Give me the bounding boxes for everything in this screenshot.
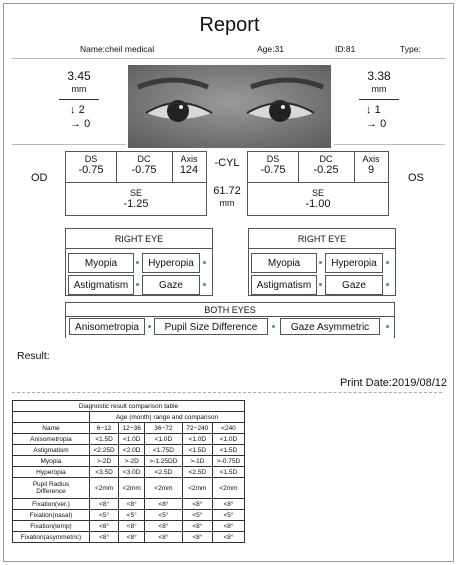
column-header: <240 — [212, 423, 244, 434]
print-date: Print Date:2019/08/12 — [339, 377, 447, 389]
os-myopia: Myopia — [251, 253, 317, 273]
table-row — [13, 510, 245, 521]
table-cell: <1.75D — [145, 445, 183, 456]
table-cell: <2mm — [119, 478, 145, 499]
table-subtitle: Age (month) range and comparison — [89, 412, 244, 423]
table-cell: >-1.25DD — [145, 456, 183, 467]
table-cell: <1.0D — [182, 434, 212, 445]
table-row — [13, 532, 245, 543]
status-dot-icon — [203, 283, 206, 286]
table-cell: >-1D — [182, 456, 212, 467]
os-hyperopia: Hyperopia — [325, 253, 383, 273]
table-cell: <3.0D — [119, 467, 145, 478]
table-cell: >-2D — [89, 456, 118, 467]
table-cell: <1.0D — [119, 434, 145, 445]
table-cell: <2mm — [182, 478, 212, 499]
column-header: 6−12 — [89, 423, 118, 434]
table-cell: <2.0D — [119, 445, 145, 456]
arrow-right-icon: → — [366, 118, 377, 130]
diagnostic-table — [12, 400, 245, 543]
table-cell: <2.25D — [89, 445, 118, 456]
os-offset-horizontal: → 0 — [366, 118, 387, 130]
table-cell: <8° — [212, 532, 244, 543]
os-label: OS — [408, 172, 424, 184]
both-eyes-panel — [65, 302, 395, 338]
left-rule — [12, 144, 126, 145]
table-cell: <5° — [119, 510, 145, 521]
right-rule — [334, 144, 445, 145]
table-cell: <5° — [145, 510, 183, 521]
report-title: Report — [199, 14, 260, 36]
table-cell: <2.5D — [182, 467, 212, 478]
status-dot-icon — [386, 283, 389, 286]
table-cell: <1.0D — [145, 434, 183, 445]
table-cell: <8° — [119, 521, 145, 532]
table-cell: <8° — [119, 532, 145, 543]
table-cell: <1.5D — [212, 445, 244, 456]
table-cell: <8° — [212, 521, 244, 532]
table-row — [13, 521, 245, 532]
od-myopia: Myopia — [68, 253, 134, 273]
eye-photo-graphic — [128, 65, 331, 148]
od-offset-horizontal: → 0 — [70, 118, 91, 130]
os-refraction-box — [247, 151, 389, 216]
table-row — [13, 434, 245, 445]
od-gaze: Gaze — [142, 275, 200, 295]
table-cell: <1.5D — [89, 434, 118, 445]
table-title: Diagnostic result comparison table — [13, 401, 245, 412]
table-cell: Fixation(temp) — [13, 521, 90, 532]
table-cell: <8° — [119, 499, 145, 510]
os-se: SE -1.00 — [305, 188, 331, 210]
od-offset-vertical: ↓ 2 — [70, 104, 85, 116]
both-panel-title: BOTH EYES — [66, 303, 394, 317]
table-cell: <8° — [212, 499, 244, 510]
result-label: Result: — [17, 350, 50, 362]
od-dc: DC -0.75 — [131, 154, 157, 176]
status-dot-icon — [136, 261, 139, 264]
table-cell: Pupil Radius Difference — [13, 478, 90, 499]
table-cell: <1.0D — [212, 434, 244, 445]
table-cell: Hyperopia — [13, 467, 90, 478]
table-row — [13, 478, 245, 499]
os-divider — [359, 99, 399, 100]
table-row — [13, 456, 245, 467]
table-cell: <8° — [182, 521, 212, 532]
table-cell: Fixation(asymmetric) — [13, 532, 90, 543]
table-cell: <5° — [212, 510, 244, 521]
table-cell: <8° — [145, 521, 183, 532]
arrow-down-icon: ↓ — [70, 104, 76, 116]
table-row — [13, 445, 245, 456]
table-cell: <2mm — [145, 478, 183, 499]
table-cell: Fixation(ver.) — [13, 499, 90, 510]
status-dot-icon — [386, 261, 389, 264]
table-cell: >-2D — [119, 456, 145, 467]
dashed-divider — [12, 392, 442, 393]
status-dot-icon — [203, 261, 206, 264]
status-dot-icon — [319, 283, 322, 286]
status-dot-icon — [319, 261, 322, 264]
table-cell: <8° — [89, 499, 118, 510]
table-cell: <8° — [89, 521, 118, 532]
arrow-down-icon: ↓ — [366, 104, 372, 116]
column-header: 12−36 — [119, 423, 145, 434]
table-header-row — [13, 423, 245, 434]
pupil-size-difference: Pupil Size Difference — [154, 318, 268, 335]
od-ds: DS -0.75 — [78, 154, 104, 176]
table-cell: <2mm — [89, 478, 118, 499]
table-cell: <8° — [182, 532, 212, 543]
table-cell: <3.5D — [89, 467, 118, 478]
table-cell: <2.5D — [145, 467, 183, 478]
os-diagnosis-panel — [248, 228, 396, 296]
od-se: SE -1.25 — [123, 188, 149, 210]
os-ds: DS -0.75 — [260, 154, 286, 176]
od-panel-title: RIGHT EYE — [66, 229, 212, 249]
status-dot-icon — [272, 325, 275, 328]
od-diagnosis-panel — [65, 228, 213, 296]
status-dot-icon — [386, 325, 389, 328]
table-row — [13, 499, 245, 510]
od-hyperopia: Hyperopia — [142, 253, 200, 273]
os-pupil-size: 3.38 mm — [367, 69, 391, 94]
table-cell: <8° — [145, 532, 183, 543]
status-dot-icon — [148, 325, 151, 328]
table-cell: Myopia — [13, 456, 90, 467]
report-page — [3, 3, 454, 562]
table-cell: <5° — [89, 510, 118, 521]
eye-photo — [128, 65, 331, 148]
table-cell: <5° — [182, 510, 212, 521]
pupil-distance: 61.72 mm — [213, 185, 241, 208]
table-cell: <1.5D — [212, 467, 244, 478]
table-row — [13, 467, 245, 478]
table-cell: <8° — [89, 532, 118, 543]
status-dot-icon — [136, 283, 139, 286]
anisometropia: Anisometropia — [69, 318, 145, 335]
os-gaze: Gaze — [325, 275, 383, 295]
report-type: Type: — [400, 44, 421, 54]
od-refraction-box — [65, 151, 207, 216]
table-cell: >-0.75D — [212, 456, 244, 467]
table-cell: Anisometropia — [13, 434, 90, 445]
arrow-right-icon: → — [70, 118, 81, 130]
patient-name: Name:cheil medical — [80, 44, 155, 54]
os-offset-vertical: ↓ 1 — [366, 104, 381, 116]
table-cell: Astigmatism — [13, 445, 90, 456]
od-astigmatism: Astigmatism — [68, 275, 134, 295]
os-panel-title: RIGHT EYE — [249, 229, 395, 249]
table-cell: <8° — [145, 499, 183, 510]
header-divider — [12, 58, 445, 59]
os-astigmatism: Astigmatism — [251, 275, 317, 295]
od-pupil-size: 3.45 mm — [67, 69, 91, 94]
os-dc: DC -0.25 — [313, 154, 339, 176]
column-header: Name — [13, 423, 90, 434]
column-header: 72−240 — [182, 423, 212, 434]
table-cell: Fixation(nasal) — [13, 510, 90, 521]
od-label: OD — [31, 172, 48, 184]
os-axis: Axis 9 — [362, 154, 380, 176]
patient-age: Age:31 — [257, 44, 284, 54]
table-cell: <2mm — [212, 478, 244, 499]
cyl-label: -CYL — [214, 157, 240, 169]
patient-id: ID:81 — [335, 44, 356, 54]
table-cell: <1.5D — [182, 445, 212, 456]
od-axis: Axis 124 — [179, 154, 199, 176]
table-cell: <8° — [182, 499, 212, 510]
gaze-asymmetric: Gaze Asymmetric — [280, 318, 380, 335]
od-divider — [59, 99, 99, 100]
column-header: 36−72 — [145, 423, 183, 434]
